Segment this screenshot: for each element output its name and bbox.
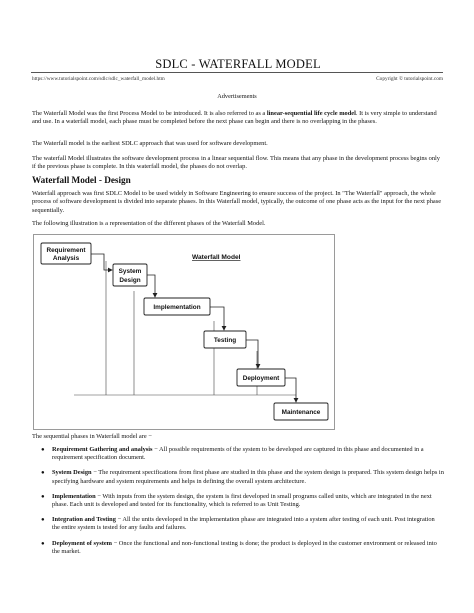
title-rule (31, 72, 443, 73)
list-item: ● Deployment of system − Once the functional and non-functional testing is done; the product is deployed in the customer environment or released into the market. (41, 539, 437, 555)
design-paragraph-2: The following illustration is a representation of the different phases of the Waterfall Model. (32, 220, 266, 227)
phase-box-implementation (144, 298, 210, 315)
svg-text:System: System (118, 268, 142, 275)
list-item: ● System Design − The requirement specifications from first phase are studied in this phase and the system design is prepared. This system design helps in specifying hardware and system requirements and helps in defining the overall system architecture. (41, 469, 444, 485)
svg-text:Analysis: Analysis (52, 255, 80, 262)
phase-box-testing (204, 331, 246, 348)
svg-text:Maintenance: Maintenance (281, 409, 321, 416)
source-url[interactable]: https://www.tutorialspoint.com/sdlc/sdlc_waterfall_model.htm (32, 76, 165, 82)
svg-text:Testing: Testing (213, 337, 237, 344)
arrow-1 (91, 254, 112, 270)
phase-box-maintenance (274, 403, 328, 420)
phase-box-requirement (41, 243, 91, 264)
waterfall-diagram (33, 234, 335, 430)
phase-box-deployment (237, 369, 285, 386)
phases-list (32, 446, 444, 563)
list-item: ● Integration and Testing − All the units developed in the implementation phase are integrated into a system after testing of each unit. Post integration the entire system is tested for any faults and failures. (41, 516, 435, 532)
arrow-5 (285, 378, 296, 402)
design-paragraph-1: Waterfall approach was first SDLC Model to be used widely in Software Engineering to ensure success of the project. In "The Waterfall" approach, the whole process of software development is divided into separate phases. In this Waterfall model, typically, the outcome of one phase acts as the input for the next phase sequentially. (32, 190, 442, 214)
intro-paragraph-1: The Waterfall Model was the first Process Model to be introduced. It is also referred to as a linear-sequential life cycle model. It is very simple to understand and use. In a waterfall model, each phase must be completed before the next phase can begin and there is no overlapping in the phases. (32, 110, 437, 126)
waterfall-diagram-svg (34, 235, 334, 429)
arrow-4 (246, 340, 258, 368)
svg-text:Requirement: Requirement (46, 247, 86, 254)
intro-paragraph-2: The Waterfall model is the earliest SDLC approach that was used for software development. (32, 140, 268, 147)
page-title: SDLC - WATERFALL MODEL (155, 57, 321, 71)
arrow-2 (147, 275, 155, 297)
list-item: ● Requirement Gathering and analysis − All possible requirements of the system to be developed are captured in this phase and documented in a requirement specification document. (41, 446, 424, 462)
intro-paragraph-3: The waterfall Model illustrates the software development process in a linear sequential flow. This means that any phase in the development process begins only if the previous phase is complete. In this waterfall model, the phases do not overlap. (32, 155, 440, 171)
copyright-notice: Copyright © tutorialspoint.com (376, 76, 443, 82)
arrow-3 (210, 307, 224, 330)
svg-text:Deployment: Deployment (242, 375, 280, 382)
svg-text:Design: Design (119, 277, 141, 284)
section-heading-design: Waterfall Model - Design (32, 175, 131, 185)
phase-box-system-design (113, 264, 147, 286)
advertisements-label: Advertisements (217, 93, 257, 100)
bold-term: linear-sequential life cycle model (266, 110, 356, 117)
phases-intro: The sequential phases in Waterfall model are − (32, 433, 152, 440)
diagram-title: Waterfall Model (192, 254, 241, 261)
list-item: ● Implementation − With inputs from the system design, the system is first developed in small programs called units, which are integrated in the next phase. Each unit is developed and tested for its functionality, which is referred to as Unit Testing. (41, 492, 432, 509)
svg-text:Implementation: Implementation (153, 304, 201, 311)
